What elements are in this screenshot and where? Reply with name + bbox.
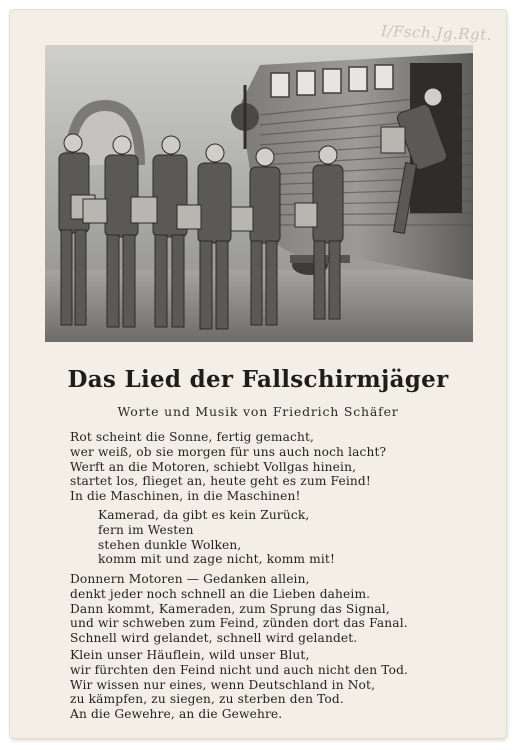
verse-line: Wir wissen nur eines, wenn Deutschland in Not,	[70, 677, 376, 692]
verse-line: Werft an die Motoren, schiebt Vollgas hinein,	[70, 459, 357, 474]
verse-line: Kamerad, da gibt es kein Zurück,	[98, 508, 310, 522]
verse-line: In die Maschinen, in die Maschinen!	[70, 489, 301, 504]
pencil-inscription: I/Fsch.Jg.Rgt.	[380, 22, 493, 44]
author-credit: Worte und Musik von Friedrich Schäfer	[117, 404, 399, 419]
stanza-2	[70, 572, 408, 646]
stanza-1	[70, 430, 386, 504]
verse-line: wir fürchten den Feind nicht und auch nicht den Tod.	[70, 662, 409, 677]
verse-line: Klein unser Häuflein, wild unser Blut,	[70, 648, 310, 662]
verse-line: Rot scheint die Sonne, fertig gemacht,	[70, 430, 315, 444]
stanza-3	[70, 648, 408, 722]
photo-illustration	[45, 45, 473, 342]
verse-line: startet los, flieget an, heute geht es zum Feind!	[70, 474, 371, 489]
refrain	[98, 508, 335, 567]
paratroopers-photo	[45, 45, 473, 342]
verse-line: Donnern Motoren — Gedanken allein,	[70, 572, 310, 586]
verse-line: komm mit und zage nicht, komm mit!	[98, 552, 336, 567]
song-title: Das Lied der Fallschirmjäger	[67, 366, 449, 393]
verse-line: Schnell wird gelandet, schnell wird gelandet.	[70, 631, 358, 646]
verse-line: stehen dunkle Wolken,	[98, 537, 242, 552]
postcard	[10, 10, 506, 738]
verse-line: Dann kommt, Kameraden, zum Sprung das Signal,	[70, 601, 390, 616]
verse-line: zu kämpfen, zu siegen, zu sterben den Tod.	[70, 692, 344, 707]
verse-line: und wir schweben zum Feind, zünden dort das Fanal.	[70, 616, 408, 631]
verse-line: fern im Westen	[98, 522, 194, 537]
verse-line: wer weiß, ob sie morgen für uns auch noch lacht?	[70, 444, 387, 459]
verse-line: denkt jeder noch schnell an die Lieben daheim.	[70, 586, 371, 601]
verse-line: An die Gewehre, an die Gewehre.	[70, 707, 283, 722]
